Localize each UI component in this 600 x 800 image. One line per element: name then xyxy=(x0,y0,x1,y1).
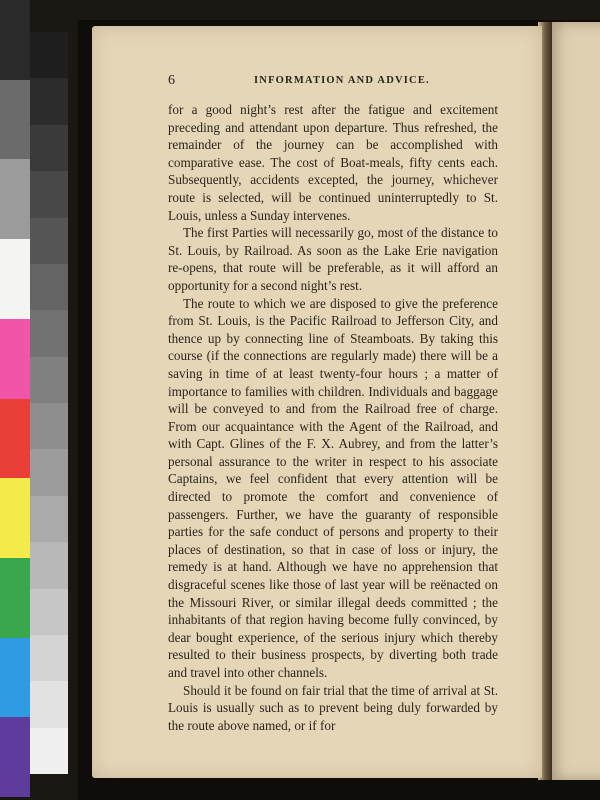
facing-page xyxy=(548,22,600,780)
gray-swatch xyxy=(30,357,68,403)
gray-swatch xyxy=(30,32,68,78)
page-body-text xyxy=(168,101,498,734)
gray-swatch xyxy=(30,310,68,356)
color-swatch xyxy=(0,319,30,399)
color-swatch xyxy=(0,638,30,718)
color-calibration-strip xyxy=(0,0,30,797)
color-swatch xyxy=(0,239,30,319)
paragraph: The route to which we are disposed to give the preference from St. Louis, is the Pacific Railroad to Jefferson City, and thence up by connecting line of Steamboats. By taking this course (if the connections are regularly made) there will be a saving in time of at least twenty-four hours ; a matter of importance to families with children. Individuals and baggage will be conveyed to and from the Railroad free of charge. From our acquaintance with the Agent of the Railroad, and with Capt. Glines of the F. X. Aubrey, and from the latter’s personal assurance to the writer in respect to his associate Captains, we feel confident that every attention will be directed to promote the comfort and convenience of passengers. Further, we have the guaranty of responsible parties for the safe conduct of persons and property to their places of destination, so that in case of loss or injury, the remedy is at hand. Although we have no apprehension that disgraceful scenes like those of last year will be reënacted on the Missouri River, or similar illegal deeds committed ; the inhabitants of that region having become fully convinced, by dear bought experience, of the serious injury which thereby resulted to their business prospects, by diverting both trade and travel into other channels. xyxy=(168,295,498,680)
gray-swatch xyxy=(30,125,68,171)
grayscale-calibration-strip xyxy=(30,32,68,774)
gray-swatch xyxy=(30,589,68,635)
gray-swatch xyxy=(30,542,68,588)
color-swatch xyxy=(0,717,30,797)
gray-swatch xyxy=(30,171,68,217)
paragraph: Should it be found on fair trial that the time of arrival at St. Louis is usually such as to prevent being duly forwarded by the route above named, or if for xyxy=(168,682,498,733)
gray-swatch xyxy=(30,403,68,449)
paragraph: for a good night’s rest after the fatigue and excitement preceding and attendant upon departure. Thus refreshed, the remainder of the journey can be accomplished with comparative ease. The cost of Boat-meals, fifty cents each. Subsequently, accidents excepted, the journey, whichever route is selected, will be continued uninterruptedly to St. Louis, unless a Sunday intervenes. xyxy=(168,102,498,223)
color-swatch xyxy=(0,80,30,160)
color-swatch xyxy=(0,0,30,80)
gray-swatch xyxy=(30,449,68,495)
color-swatch xyxy=(0,399,30,479)
color-swatch xyxy=(0,478,30,558)
page-header xyxy=(168,73,498,89)
gray-swatch xyxy=(30,681,68,727)
page-number: 6 xyxy=(168,73,175,88)
color-swatch xyxy=(0,558,30,638)
gray-swatch xyxy=(30,496,68,542)
gray-swatch xyxy=(30,264,68,310)
running-head: INFORMATION AND ADVICE. xyxy=(254,75,430,86)
gray-swatch xyxy=(30,78,68,124)
paragraph: The first Parties will necessarily go, most of the distance to St. Louis, by Railroad. As soon as the Lake Erie navigation re-opens, that route will be preferable, as it will afford an opportunity for a second night’s rest. xyxy=(168,225,498,293)
gray-swatch xyxy=(30,728,68,774)
gray-swatch xyxy=(30,218,68,264)
gray-swatch xyxy=(30,635,68,681)
color-swatch xyxy=(0,159,30,239)
